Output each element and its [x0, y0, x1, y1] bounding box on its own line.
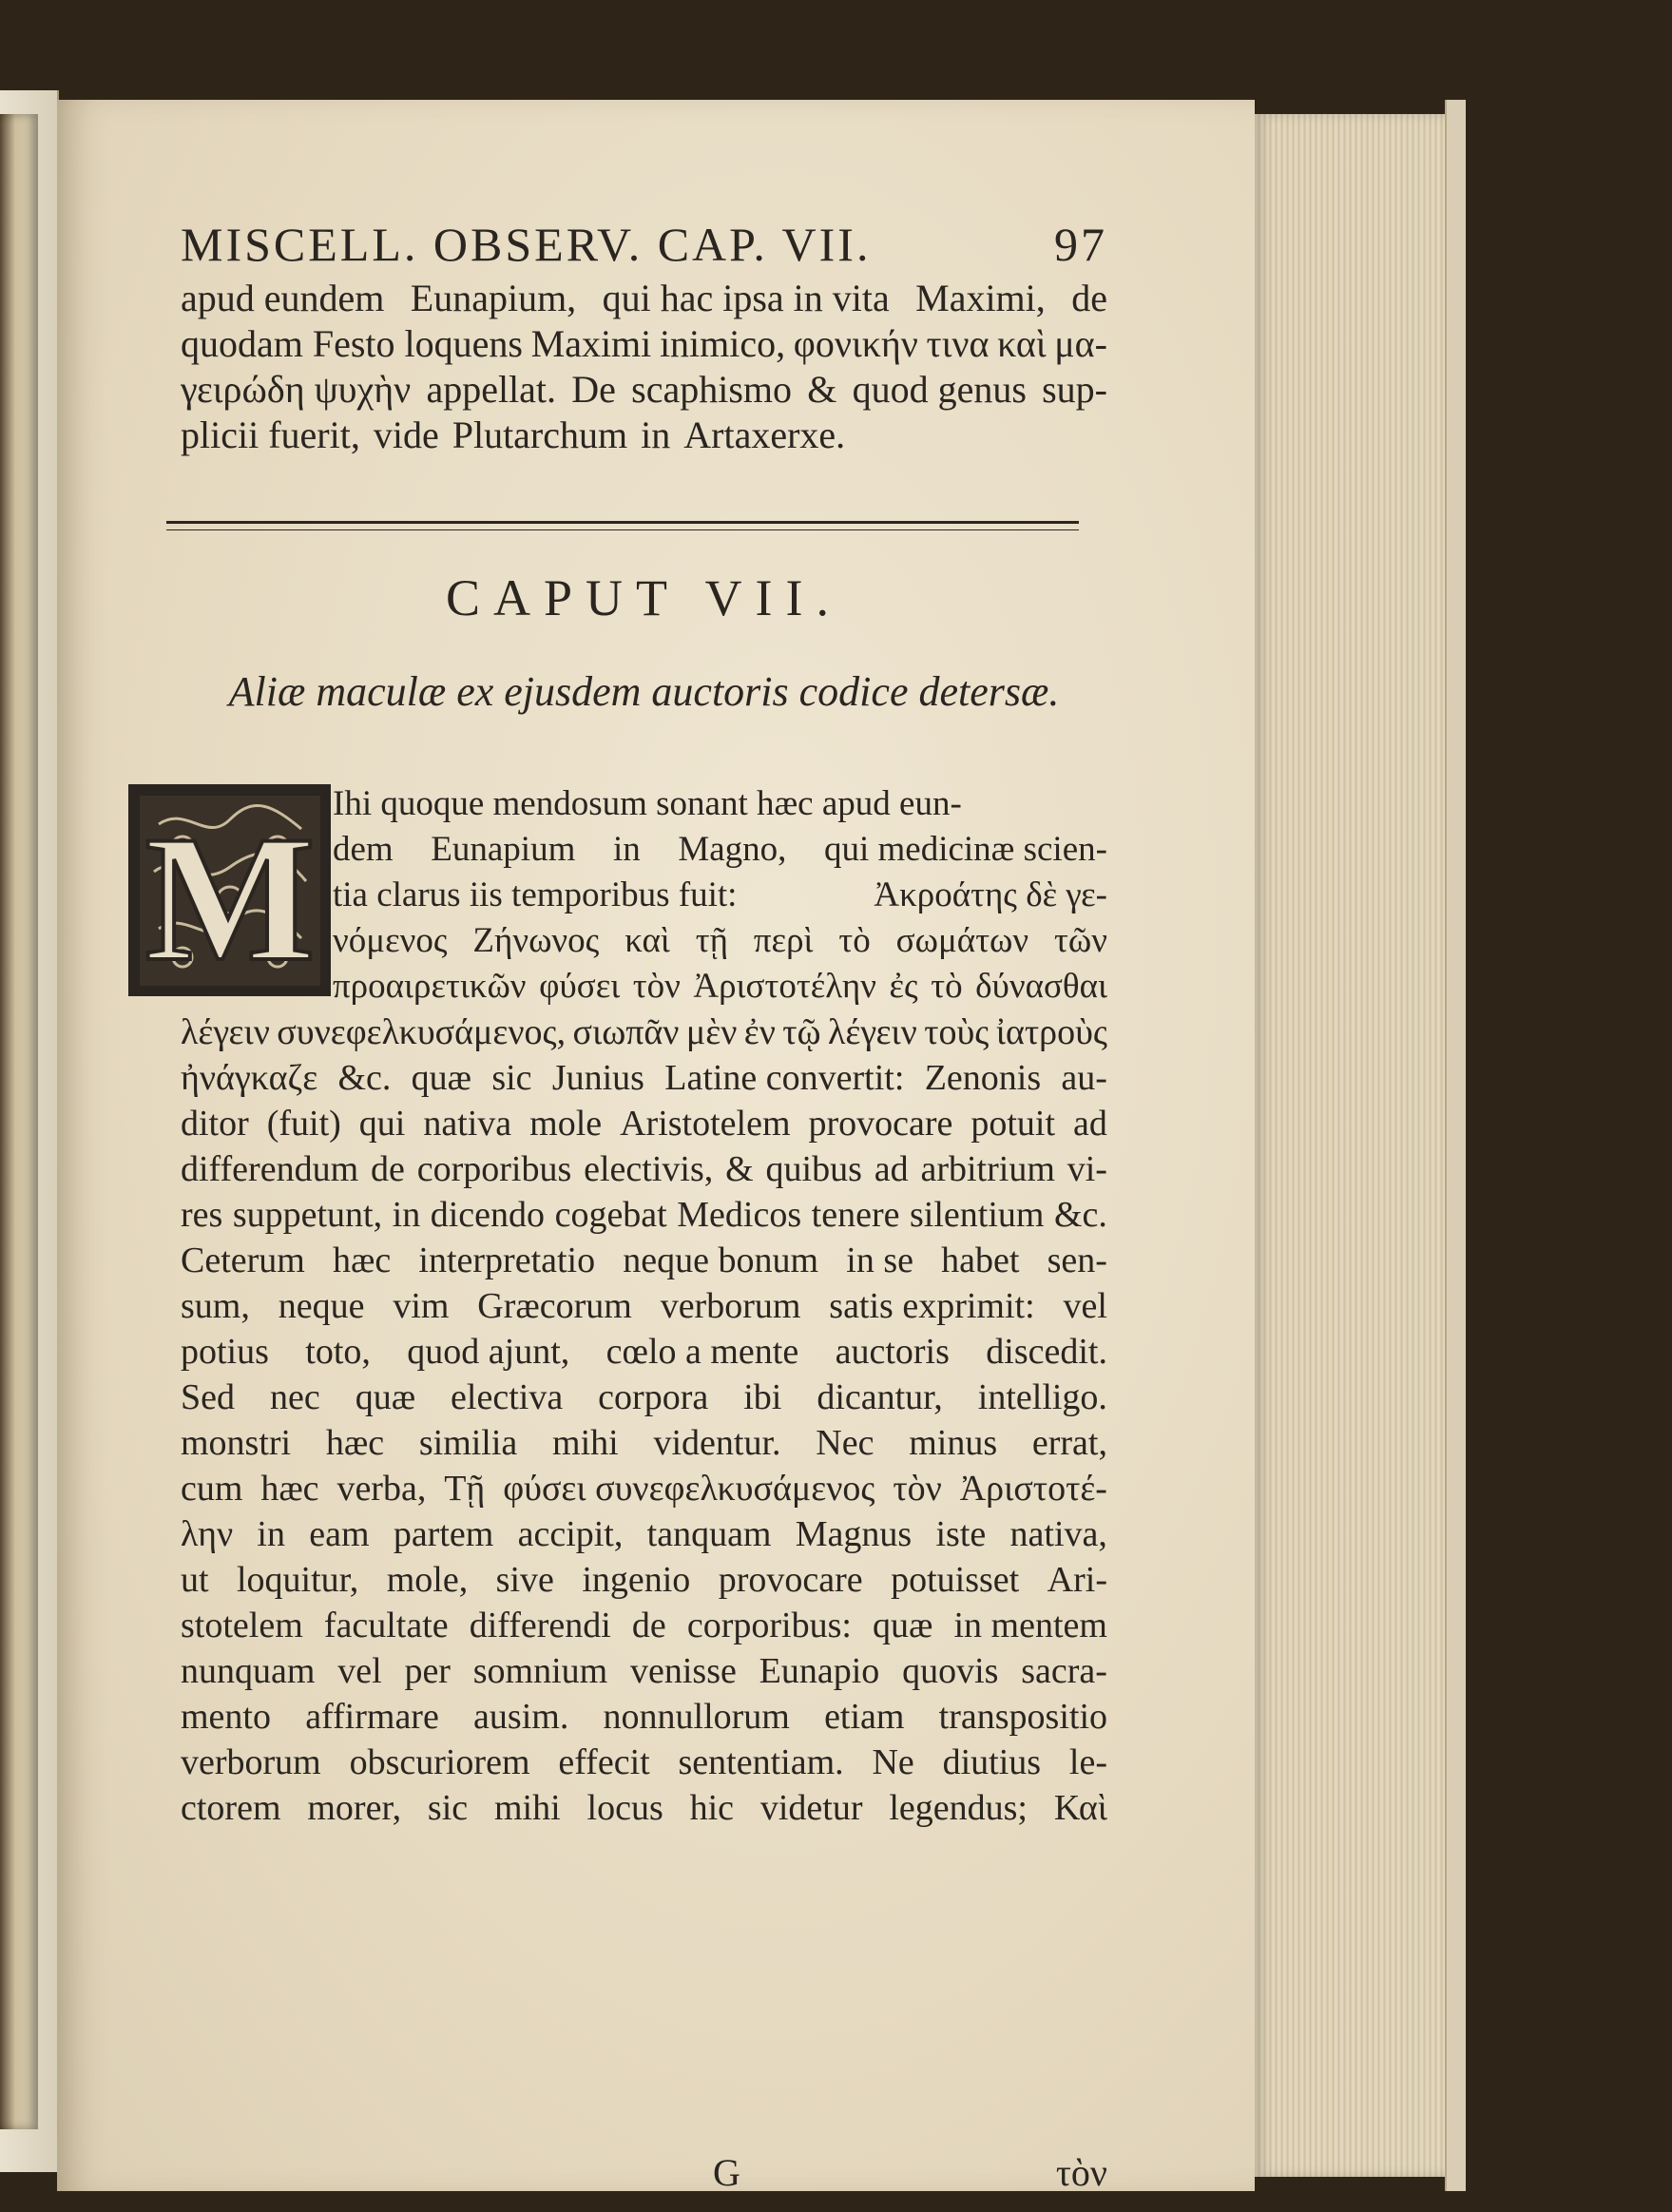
word: vide — [373, 414, 439, 456]
word: etiam — [824, 1697, 905, 1737]
word: partem — [393, 1514, 494, 1554]
word: Sed — [181, 1377, 235, 1417]
word: sic — [491, 1058, 532, 1098]
page-edges — [1255, 114, 1450, 2177]
text-line — [181, 1055, 1107, 1101]
text-line — [181, 1101, 1107, 1146]
word: qui hac ipsa in vita — [602, 277, 890, 319]
text-line — [181, 1740, 1107, 1785]
word: diutius — [942, 1742, 1042, 1782]
word: Magnus — [795, 1514, 913, 1554]
text-line — [181, 1785, 1107, 1831]
word: sive — [495, 1560, 554, 1600]
word: De — [571, 368, 616, 411]
word: suppetunt, — [232, 1195, 383, 1235]
word: Ἀριστοτέ- — [959, 1469, 1107, 1509]
word: Τῇ — [444, 1469, 486, 1509]
word: γειρώδη ψυχὴν — [181, 368, 412, 411]
word: verba, — [336, 1469, 427, 1509]
word: quod ajunt, — [407, 1332, 570, 1372]
text-line — [181, 321, 1107, 367]
word: au- — [1061, 1058, 1107, 1098]
word: transpositio — [938, 1697, 1107, 1737]
word: vim — [393, 1286, 450, 1326]
word: mento — [181, 1697, 271, 1737]
text-line — [333, 781, 1107, 827]
word: in — [612, 830, 641, 869]
text-line — [333, 873, 1107, 918]
word: sacra- — [1021, 1651, 1107, 1691]
word: λην — [181, 1514, 234, 1554]
word: ad — [874, 1149, 909, 1189]
word: nativa — [423, 1104, 512, 1144]
text-line — [181, 1466, 1107, 1511]
word: verborum — [660, 1286, 801, 1326]
text-line — [181, 276, 1107, 321]
page-number: 97 — [1054, 218, 1107, 271]
word: Junius — [551, 1058, 644, 1098]
word: τῷ — [782, 1012, 821, 1052]
word: minus — [909, 1423, 998, 1463]
word: verborum — [181, 1742, 321, 1782]
word: in se — [846, 1241, 913, 1280]
chapter-title: CAPUT VII. — [445, 569, 843, 626]
word: τὸν — [893, 1469, 942, 1509]
chapter-subtitle: Aliæ maculæ ex ejusdem auctoris codice detersæ. — [228, 668, 1060, 715]
word: καὶ — [997, 322, 1047, 365]
word: electivis, — [584, 1149, 714, 1189]
word: φονικήν — [793, 322, 918, 365]
word: venisse — [630, 1651, 737, 1691]
word: sum, — [181, 1286, 250, 1326]
word: σιωπᾶν — [572, 1012, 680, 1052]
word: de — [1071, 277, 1107, 319]
word: τῶν — [1054, 921, 1107, 960]
word: in — [392, 1195, 421, 1235]
text-line — [333, 918, 1107, 964]
word: Artaxerxe. — [683, 414, 846, 456]
word: neque bonum — [623, 1241, 819, 1280]
text-line — [181, 1329, 1107, 1375]
word: plicii fuerit, — [181, 414, 360, 456]
word: de — [631, 1606, 666, 1645]
word: mihi — [552, 1423, 619, 1463]
word: τὸν — [632, 967, 681, 1006]
word: quæ — [873, 1606, 933, 1645]
word: vel — [337, 1651, 382, 1691]
section-rule — [166, 521, 1079, 530]
word: nonnullorum — [603, 1697, 790, 1737]
word: tia clarus iis temporibus fuit: — [333, 875, 738, 914]
word: Plutarchum — [452, 414, 628, 456]
word: loquitur, — [237, 1560, 359, 1600]
word: corporibus — [416, 1149, 572, 1189]
word: φύσει — [539, 967, 621, 1006]
word: provocare — [718, 1560, 863, 1600]
word: mole — [529, 1104, 603, 1144]
word: ibi — [743, 1377, 782, 1417]
text-line — [181, 413, 1107, 458]
catchword: τὸν — [1055, 2151, 1107, 2194]
word: vi- — [1067, 1149, 1107, 1189]
word: apud eundem — [181, 277, 385, 319]
word: obscuriorem — [349, 1742, 530, 1782]
word: &c. — [337, 1058, 392, 1098]
word: τὸ — [838, 921, 871, 960]
word: appellat. — [426, 368, 557, 411]
word: καὶ — [625, 921, 670, 960]
word: ingenio — [582, 1560, 691, 1600]
word: Eunapio — [759, 1651, 880, 1691]
word: τινα — [926, 322, 990, 365]
text-line — [181, 1603, 1107, 1648]
text-line — [181, 1375, 1107, 1420]
word: sententiam. — [678, 1742, 844, 1782]
word: & — [725, 1149, 754, 1189]
word: ctorem — [181, 1788, 281, 1828]
word: λέγειν — [181, 1012, 270, 1052]
word: auctoris — [835, 1332, 950, 1372]
word: affirmare — [305, 1697, 439, 1737]
word: Ceterum — [181, 1241, 305, 1280]
word: vel — [1063, 1286, 1107, 1326]
ornament-background — [140, 796, 320, 986]
word: περὶ — [753, 921, 814, 960]
word: differendi — [469, 1606, 611, 1645]
text-line — [181, 1192, 1107, 1238]
word: ἰατροὺς — [995, 1012, 1107, 1052]
word: dicendo — [430, 1195, 546, 1235]
word: potuit — [971, 1104, 1056, 1144]
word: quæ — [411, 1058, 472, 1098]
word: ad — [1073, 1104, 1107, 1144]
word: ἐν — [743, 1012, 776, 1052]
word: Græcorum — [477, 1286, 632, 1326]
word: τῇ — [695, 921, 728, 960]
word: συνεφελκυσάμενος, — [277, 1012, 567, 1052]
word: sup- — [1042, 368, 1107, 411]
running-head-title: MISCELL. OBSERV. CAP. VII. — [181, 218, 872, 271]
word: in mentem — [953, 1606, 1107, 1645]
word: cogebat — [554, 1195, 667, 1235]
text-line — [333, 964, 1107, 1010]
word: in — [641, 414, 671, 456]
dropcap-letter: M — [144, 798, 316, 986]
word: Ζήνωνος — [472, 921, 600, 960]
word: Latine convertit: — [664, 1058, 905, 1098]
word: ut — [181, 1560, 209, 1600]
word: similia — [418, 1423, 518, 1463]
word: iste — [935, 1514, 987, 1554]
word: Καὶ — [1053, 1788, 1107, 1828]
word: hæc — [260, 1469, 319, 1509]
text-line — [181, 1420, 1107, 1466]
text-line — [181, 1283, 1107, 1329]
text-line — [181, 1146, 1107, 1192]
word: per — [404, 1651, 451, 1691]
word: Ἀριστοτέλην — [693, 967, 876, 1006]
word: tanquam — [646, 1514, 772, 1554]
word: (fuit) — [266, 1104, 341, 1144]
word: neque — [278, 1286, 365, 1326]
word: Ne — [872, 1742, 914, 1782]
word: nec — [269, 1377, 320, 1417]
word: habet — [941, 1241, 1020, 1280]
word: & — [807, 368, 837, 411]
word: differendum — [181, 1149, 359, 1189]
word: stotelem — [181, 1606, 303, 1645]
word: satis exprimit: — [829, 1286, 1035, 1326]
word: corporibus: — [686, 1606, 852, 1645]
word: effecit — [558, 1742, 650, 1782]
word: Magno, — [678, 830, 787, 869]
word: intelligo. — [977, 1377, 1107, 1417]
word: electiva — [451, 1377, 564, 1417]
word: corpora — [598, 1377, 709, 1417]
word: nunquam — [181, 1651, 316, 1691]
back-cover-edge — [1445, 100, 1466, 2191]
word: quæ — [355, 1377, 416, 1417]
word: quibus — [765, 1149, 862, 1189]
word: hæc — [333, 1241, 392, 1280]
word: ausim. — [473, 1697, 569, 1737]
word: τὸ — [931, 967, 963, 1006]
word: mole, — [386, 1560, 469, 1600]
word: locus — [586, 1788, 663, 1828]
word: μα- — [1054, 322, 1107, 365]
word: Maximi — [530, 322, 652, 365]
word: monstri — [181, 1423, 292, 1463]
word: qui medicinæ scien- — [823, 830, 1107, 869]
word: Eunapium — [431, 830, 576, 869]
word: interpretatio — [418, 1241, 596, 1280]
word: Ari- — [1047, 1560, 1107, 1600]
word: ditor — [181, 1104, 249, 1144]
word: legendus; — [889, 1788, 1028, 1828]
word: Ἀκροάτης δὲ γε- — [874, 875, 1107, 914]
word: hæc — [325, 1423, 385, 1463]
text-line — [181, 1557, 1107, 1603]
word: ἐς — [889, 967, 918, 1006]
word: δύνασθαι — [975, 967, 1107, 1006]
text-line — [181, 367, 1107, 413]
word: res — [181, 1195, 223, 1235]
word: Eunapium, — [410, 277, 577, 319]
word: de — [370, 1149, 405, 1189]
word: Maximi, — [915, 277, 1046, 319]
word: silentium — [910, 1195, 1045, 1235]
word: morer, — [307, 1788, 402, 1828]
word: le- — [1068, 1742, 1107, 1782]
word: hic — [689, 1788, 735, 1828]
word: σωμάτων — [895, 921, 1029, 960]
word: Ihi quoque mendosum sonant hæc apud eun- — [333, 784, 962, 823]
word: &c. — [1054, 1195, 1107, 1235]
text-line — [333, 827, 1107, 873]
word: facultate — [323, 1606, 449, 1645]
word: Nec — [816, 1423, 874, 1463]
word: scaphismo — [631, 368, 792, 411]
text-line — [181, 1511, 1107, 1557]
word: μὲν — [685, 1012, 738, 1052]
word: προαιρετικῶν — [333, 967, 527, 1006]
text-line — [181, 1694, 1107, 1740]
word: cœlo a mente — [605, 1332, 799, 1372]
word: videtur — [759, 1788, 863, 1828]
word: ἠνάγκαζε — [181, 1058, 318, 1098]
word: cum — [181, 1469, 243, 1509]
text-line — [181, 1648, 1107, 1694]
word: νόμενος — [333, 921, 448, 960]
text-line — [181, 1010, 1107, 1055]
word: videntur. — [653, 1423, 781, 1463]
running-head — [181, 217, 1107, 272]
word: potuisset — [891, 1560, 1020, 1600]
word: dicantur, — [817, 1377, 943, 1417]
text-line — [181, 1238, 1107, 1283]
word: somnium — [472, 1651, 608, 1691]
word: arbitrium — [920, 1149, 1055, 1189]
word: provocare — [808, 1104, 953, 1144]
word: toto, — [305, 1332, 371, 1372]
word: inimico, — [659, 322, 786, 365]
signature-mark: G — [713, 2151, 740, 2194]
word: quovis — [902, 1651, 999, 1691]
facing-page-edge — [0, 114, 38, 2129]
word: sen- — [1047, 1241, 1107, 1280]
word: errat, — [1031, 1423, 1107, 1463]
word: potius — [181, 1332, 269, 1372]
word: eam — [309, 1514, 370, 1554]
word: in — [257, 1514, 285, 1554]
word: τοὺς — [924, 1012, 990, 1052]
word: tenere — [811, 1195, 900, 1235]
word: discedit. — [986, 1332, 1107, 1372]
word: mihi — [493, 1788, 561, 1828]
word: Zenonis — [924, 1058, 1042, 1098]
word: dem — [333, 830, 394, 869]
word: sic — [427, 1788, 469, 1828]
word: quod genus — [852, 368, 1027, 411]
word: quodam Festo loquens — [181, 322, 523, 365]
word: accipit, — [517, 1514, 624, 1554]
word: φύσει συνεφελκυσάμενος — [503, 1469, 875, 1509]
decorated-initial — [128, 784, 331, 996]
word: nativa, — [1009, 1514, 1107, 1554]
word: qui — [358, 1104, 406, 1144]
word: λέγειν — [827, 1012, 917, 1052]
word: Medicos — [677, 1195, 802, 1235]
word: Aristotelem — [620, 1104, 791, 1144]
